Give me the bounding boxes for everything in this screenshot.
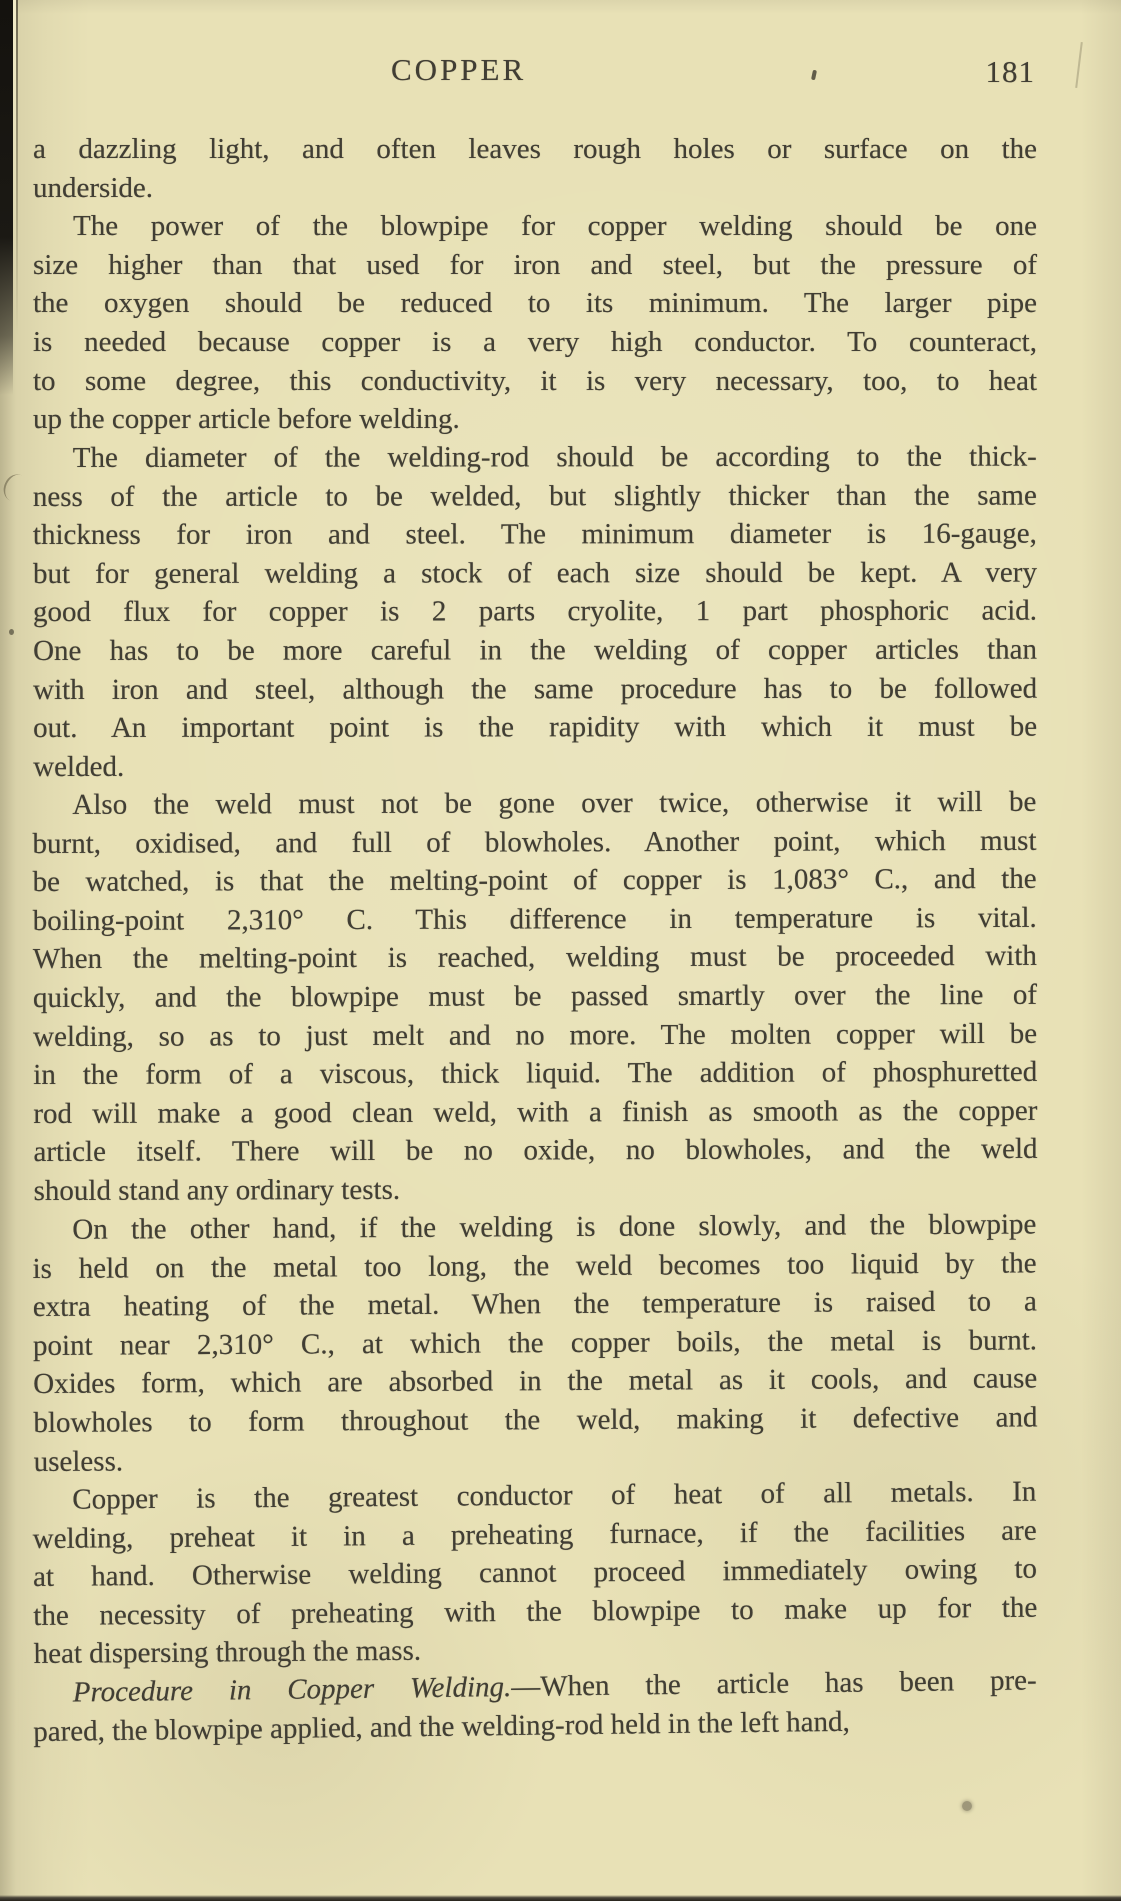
text-line: burnt, oxidised, and full of blowholes. Another point, which must xyxy=(32,824,1037,860)
text-line: ness of the article to be welded, but slightly thicker than the same xyxy=(32,478,1037,513)
text-line: blowholes to form throughout the weld, making it defective and xyxy=(33,1400,1038,1439)
text-line: out. An important point is the rapidity with which it must be xyxy=(33,710,1038,744)
text-line: rod will make a good clean weld, with a finish as smooth as the copper xyxy=(33,1094,1038,1130)
text-line: the necessity of preheating with the blowpipe to make up for the xyxy=(33,1591,1038,1632)
paragraph xyxy=(33,130,1037,207)
paragraph xyxy=(32,1205,1037,1481)
paper-blemish-dot xyxy=(962,1801,972,1811)
text-line: welding, so as to just melt and no more. The molten copper will be xyxy=(33,1017,1038,1053)
text-line: Also the weld must not be gone over twice, otherwise it will be xyxy=(72,785,1037,821)
page-content xyxy=(33,52,1037,1751)
text-line: welded. xyxy=(33,750,125,783)
paragraph xyxy=(33,207,1037,439)
text-line: underside. xyxy=(33,171,153,204)
paragraph xyxy=(33,1661,1038,1751)
section-heading-italic: Procedure in Copper Welding. xyxy=(72,1670,512,1709)
text-line: is held on the metal too long, the weld becomes too liquid by the xyxy=(32,1246,1037,1285)
book-spine-shadow xyxy=(0,0,13,395)
text-line: should stand any ordinary tests. xyxy=(33,1173,401,1208)
text-line: welding, preheat it in a preheating furnace, if the facilities are xyxy=(32,1513,1037,1555)
text-line: is needed because copper is a very high conductor. To counteract, xyxy=(33,325,1037,358)
page-edge-line xyxy=(16,0,18,350)
text-line: up the copper article before welding. xyxy=(33,403,460,436)
text-line: point near 2,310° C., at which the copper boils, the metal is burnt. xyxy=(32,1323,1038,1362)
text-line: useless. xyxy=(33,1444,124,1478)
text-line: The power of the blowpipe for copper welding should be one xyxy=(73,210,1037,243)
text-line: One has to be more careful in the welding of copper articles than xyxy=(33,633,1038,667)
text-line: thickness for iron and steel. The minimum diameter is 16-gauge, xyxy=(32,517,1037,551)
text-line: Oxides form, which are absorbed in the metal as it cools, and cause xyxy=(33,1362,1038,1400)
text-line: be watched, is that the melting-point of copper is 1,083° C., and the xyxy=(32,863,1037,899)
text-line: pared, the blowpipe applied, and the welding-rod held in the left hand, xyxy=(33,1705,850,1748)
bottom-page-edge xyxy=(0,1895,1121,1901)
text-line: The diameter of the welding-rod should be according to the thick- xyxy=(72,440,1037,474)
text-line: at hand. Otherwise welding cannot proceed immediately owing to xyxy=(32,1552,1038,1593)
text-line: Copper is the greatest conductor of heat of all metals. In xyxy=(72,1475,1037,1516)
page-number: 181 xyxy=(985,54,1035,89)
text-line: quickly, and the blowpipe must be passed smartly over the line of xyxy=(32,978,1038,1015)
text-line: On the other hand, if the welding is done slowly, and the blowpipe xyxy=(72,1208,1037,1246)
text-line: extra heating of the metal. When the temperature is raised to a xyxy=(32,1285,1037,1323)
paragraph xyxy=(32,1472,1038,1673)
text-line: a dazzling light, and often leaves rough holes or surface on the xyxy=(33,133,1037,165)
running-header xyxy=(33,52,1037,98)
text-line: heat dispersing through the mass. xyxy=(33,1634,422,1671)
edge-scratch xyxy=(1075,42,1083,88)
text-line: in the form of a viscous, thick liquid. The addition of phosphuretted xyxy=(33,1056,1038,1092)
text-line: Procedure in Copper Welding.—When the article has been pre- xyxy=(72,1664,1037,1709)
margin-scratch xyxy=(0,470,33,505)
paragraph xyxy=(33,437,1037,786)
text-line: When the melting-point is reached, welding must be proceeded with xyxy=(32,940,1037,976)
text-line: good flux for copper is 2 parts cryolite, 1 part phosphoric acid. xyxy=(32,594,1038,629)
text-line: article itself. There will be no oxide, no blowholes, and the weld xyxy=(33,1133,1038,1169)
text-line: but for general welding a stock of each size should be kept. A very xyxy=(32,556,1037,590)
paragraph xyxy=(32,783,1037,1211)
text-line: the oxygen should be reduced to its minimum. The larger pipe xyxy=(33,287,1037,320)
text-line: size higher than that used for iron and steel, but the pressure of xyxy=(33,248,1037,281)
running-head-title: COPPER xyxy=(391,52,527,87)
text-line: with iron and steel, although the same procedure has to be followed xyxy=(33,671,1038,706)
text-line: boiling-point 2,310° C. This difference in temperature is vital. xyxy=(32,901,1037,937)
text-line: to some degree, this conductivity, it is very necessary, too, to heat xyxy=(33,364,1037,397)
page-body xyxy=(33,130,1037,1751)
margin-speck xyxy=(9,629,14,635)
